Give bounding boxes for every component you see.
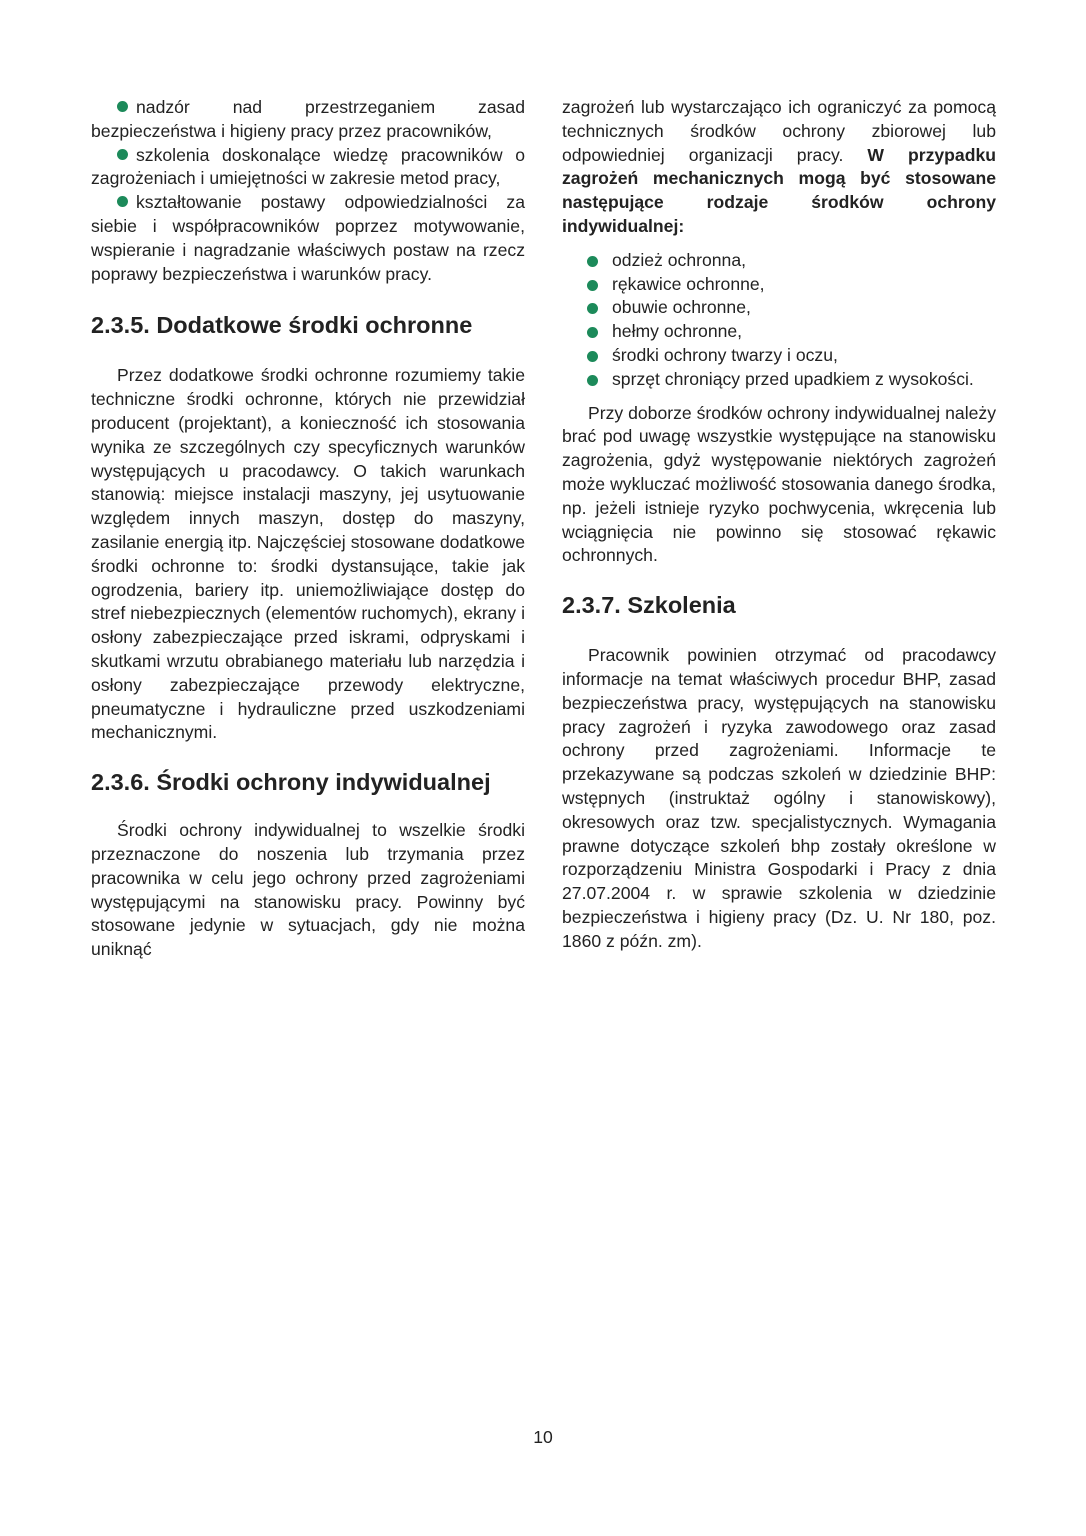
section-235-heading: 2.3.5. Dodatkowe środki ochronne [91, 312, 473, 339]
continuation-bold-text: W przypadku zagrożeń mechanicznych mogą być stosowane następujące rodzaje środków ochrony indywidualnej: [562, 144, 996, 236]
intro-bullet-3 [91, 191, 525, 286]
ppe-list-item: obuwie ochronne, [562, 296, 996, 320]
bullet-dot-icon [117, 149, 128, 160]
bullet-dot-icon [117, 101, 128, 112]
bullet-dot-icon [117, 196, 128, 207]
intro-bullet-1 [91, 96, 525, 144]
intro-bullet-2 [91, 144, 525, 192]
ppe-list-item: sprzęt chroniący przed upadkiem z wysokości. [562, 368, 996, 392]
bullet-dot-icon [587, 351, 598, 362]
section-235-paragraph: Przez dodatkowe środki ochronne rozumiemy takie techniczne środki ochronne, których nie przewidział producent (projektant), a konieczność ich stosowania wynika ze szczególnych czy specyficznych warunków występujących u pracodawcy. O takich warunkach stanowią: miejsce instalacji maszyny, jej usytuowanie względem innych maszyn, dostęp do maszyny, zasilanie energią itp. Najczęściej stosowane dodatkowe środki ochronne to: środki dystansujące, takie jak ogrodzenia, bariery itp. uniemożliwiające dostęp do stref niebezpiecznych (elementów ruchomych), ekrany i osłony zabezpieczające przed iskrami, odpryskami i skutkami wrzutu obrabianego materiału lub narzędzia i osłony zabezpieczające przewody elektryczne, pneumatyczne i hydrauliczne przed uszkodzeniami mechanicznymi. [91, 365, 525, 743]
selection-paragraph: Przy doborze środków ochrony indywidualnej należy brać pod uwagę wszystkie występujące na stanowisku zagrożenia, gdyż występowanie niektórych zagrożeń może wykluczać możliwość stosowania danego środka, np. jeżeli istnieje ryzyko pochwycenia, wkręcenia lub wciągnięcia nie powinno się stosować rękawic ochronnych. [562, 402, 996, 566]
continuation-paragraph [562, 96, 996, 239]
ppe-list-item: hełmy ochronne, [562, 320, 996, 344]
section-237-heading: 2.3.7. Szkolenia [562, 592, 736, 619]
intro-bullet-text: kształtowanie postawy odpowiedzialności za siebie i współpracowników poprzez motywowanie, wspieranie i nagradzanie właściwych postaw na rzecz poprawy bezpieczeństwa i warunków pracy. [91, 192, 525, 284]
ppe-list-item: środki ochrony twarzy i oczu, [562, 344, 996, 368]
right-column [562, 96, 996, 954]
ppe-list-item: rękawice ochronne, [562, 273, 996, 297]
section-236-paragraph: Środki ochrony indywidualnej to wszelkie środki przeznaczone do noszenia lub trzymania przez pracownika w celu jego ochrony przed zagrożeniami występującymi na stanowisku pracy. Powinny być stosowane jedynie w sytuacjach, gdy nie można uniknąć [91, 820, 525, 960]
ppe-list-item: odzież ochronna, [562, 249, 996, 273]
bullet-dot-icon [587, 256, 598, 267]
intro-bullet-text: szkolenia doskonalące wiedzę pracowników o zagrożeniach i umiejętności w zakresie metod pracy, [91, 144, 525, 189]
bullet-dot-icon [587, 327, 598, 338]
ppe-list [562, 249, 996, 392]
section-237-paragraph: Pracownik powinien otrzymać od pracodawcy informacje na temat właściwych procedur BHP, zasad bezpieczeństwa pracy, występujących na stanowisku pracy zagrożeń i ryzyka zawodowego oraz zasad ochrony przed zagrożeniami. Informacje te przekazywane są podczas szkoleń w dziedzinie BHP: wstępnych (instruktaż ogólny i stanowiskowy), okresowych oraz tzw. specjalistycznych. Wymagania prawne dotyczące szkoleń bhp zostały określone w rozporządzeniu Ministra Gospodarki i Pracy z dnia 27.07.2004 r. w sprawie szkolenia w dziedzinie bezpieczeństwa i higieny pracy (Dz. U. Nr 180, poz. 1860 z późn. zm). [562, 645, 996, 951]
page-number: 10 [533, 1427, 553, 1447]
intro-bullet-text: nadzór nad przestrzeganiem zasad bezpieczeństwa i higieny pracy przez pracowników, [91, 97, 525, 141]
bullet-dot-icon [587, 375, 598, 386]
left-column [91, 96, 525, 962]
bullet-dot-icon [587, 280, 598, 291]
bullet-dot-icon [587, 303, 598, 314]
section-236-heading: 2.3.6. Środki ochrony indywidualnej [91, 769, 491, 796]
continuation-text: zagrożeń lub wystarczająco ich ograniczyć za pomocą technicznych środków ochrony zbiorowej lub odpowiedniej organizacji pracy. [562, 97, 996, 165]
